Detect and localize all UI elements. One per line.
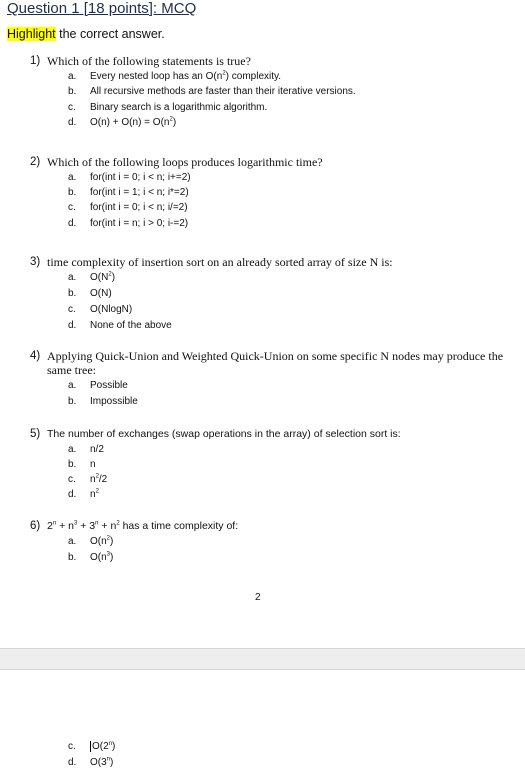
q2-text: Which of the following loops produces logarithmic time? <box>47 155 323 169</box>
q1-option-b[interactable]: b. All recursive methods are faster than their iterative versions. <box>68 86 356 97</box>
q4-text-line1: Applying Quick-Union and Weighted Quick-Union on some specific N nodes may produce the <box>47 349 504 363</box>
q3-number: 3) <box>30 256 41 268</box>
q4-number: 4) <box>30 350 41 362</box>
question-title: Question 1 [18 points]: MCQ <box>7 0 197 17</box>
q2-number: 2) <box>30 156 41 168</box>
q1-option-a[interactable]: a. Every nested loop has an $O(n^2)$ complexity. <box>68 70 282 82</box>
q6-option-c[interactable]: c. O(2$^n$) <box>68 740 116 753</box>
q5-option-d[interactable]: d. $n^2$ <box>68 488 99 500</box>
q5-option-b[interactable]: b. n <box>68 459 96 470</box>
q3-option-a[interactable]: a. $O(N^2)$ <box>68 271 116 283</box>
q6-option-b[interactable]: b. $O(n^3)$ <box>68 551 114 563</box>
page-number: 2 <box>255 592 261 603</box>
page-break <box>0 648 525 670</box>
q2-option-d[interactable]: d. for(int i = n; i > 0; i-=2) <box>68 218 189 229</box>
q4-option-a[interactable]: a. Possible <box>68 380 128 391</box>
q5-option-a[interactable]: a. n/2 <box>68 444 104 455</box>
q2-option-a[interactable]: a. for(int i = 0; i < n; i+=2) <box>68 172 191 183</box>
q1-text: Which of the following statements is true? <box>47 54 251 68</box>
q6-text: $2^n + n^3 + 3^n + n^2$ has a time complexity of: <box>47 520 239 532</box>
q3-option-c[interactable]: c. O(NlogN) <box>68 304 133 315</box>
q4-option-b[interactable]: b. Impossible <box>68 396 138 407</box>
instruction-text: the correct answer. <box>55 27 165 41</box>
q4-text-line2: same tree: <box>47 363 96 377</box>
q3-option-d[interactable]: d. None of the above <box>68 320 172 331</box>
q6-option-a[interactable]: a. $O(n^2)$ <box>68 535 114 547</box>
q1-number: 1) <box>30 55 41 67</box>
q2-option-c[interactable]: c. for(int i = 0; i < n; i/=2) <box>68 202 188 213</box>
q5-text: The number of exchanges (swap operations in the array) of selection sort is: <box>47 428 401 440</box>
instruction-line <box>7 27 165 41</box>
q6-option-d[interactable]: d. O(3$^n$) <box>68 756 114 768</box>
q2-option-b[interactable]: b. for(int i = 1; i < n; i*=2) <box>68 187 189 198</box>
text-cursor <box>90 741 91 752</box>
q5-option-c[interactable]: c. $n^2/2$ <box>68 473 108 485</box>
q3-text: time complexity of insertion sort on an already sorted array of size N is: <box>47 255 393 269</box>
q1-option-d[interactable]: d. $O(n) + O(n) = O(n^2)$ <box>68 116 177 128</box>
instruction-highlight: Highlight <box>7 27 56 41</box>
q3-option-b[interactable]: b. O(N) <box>68 288 112 299</box>
q5-number: 5) <box>30 428 41 440</box>
q1-option-c[interactable]: c. Binary search is a logarithmic algorithm. <box>68 102 268 113</box>
q6-number: 6) <box>30 520 41 532</box>
